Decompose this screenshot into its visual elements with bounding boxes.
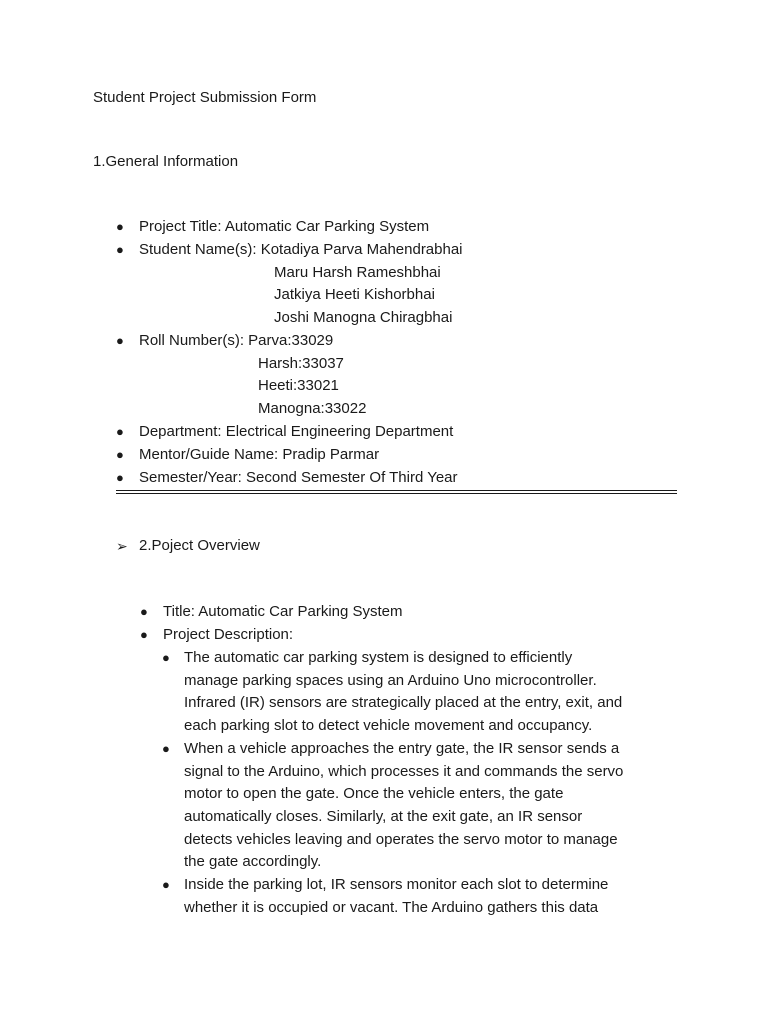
student-name: Jatkiya Heeti Kishorbhai [274, 286, 435, 303]
bullet-icon: ● [162, 650, 170, 665]
student-name: Joshi Manogna Chiragbhai [274, 309, 453, 326]
section-1-heading: 1.General Information [93, 153, 239, 170]
description-para-line: the gate accordingly. [184, 853, 322, 870]
description-para-line: detects vehicles leaving and operates the servo motor to manage [184, 831, 618, 848]
bullet-icon: ● [116, 470, 124, 485]
description-para-line: automatically closes. Similarly, at the exit gate, an IR sensor [184, 808, 583, 825]
semester-item: Semester/Year: Second Semester Of Third Year [139, 469, 458, 486]
description-para-line: motor to open the gate. Once the vehicle enters, the gate [184, 785, 564, 802]
roll-number: Heeti:33021 [258, 377, 339, 394]
description-para-line: whether it is occupied or vacant. The Arduino gathers this data [184, 899, 599, 916]
double-rule-top [116, 490, 677, 491]
bullet-icon: ● [116, 219, 124, 234]
mentor-item: Mentor/Guide Name: Pradip Parmar [139, 446, 380, 463]
description-para-line: each parking slot to detect vehicle movement and occupancy. [184, 717, 593, 734]
bullet-icon: ● [116, 447, 124, 462]
student-names-item: Student Name(s): Kotadiya Parva Mahendrabhai [139, 241, 463, 258]
bullet-icon: ● [116, 333, 124, 348]
description-para-line: manage parking spaces using an Arduino Uno microcontroller. [184, 672, 597, 689]
arrow-bullet-icon: ➢ [116, 538, 128, 554]
roll-number: Harsh:33037 [258, 355, 344, 372]
department-item: Department: Electrical Engineering Department [139, 423, 454, 440]
bullet-icon: ● [162, 741, 170, 756]
bullet-icon: ● [140, 604, 148, 619]
description-para-line: Infrared (IR) sensors are strategically placed at the entry, exit, and [184, 694, 623, 711]
description-para-line: When a vehicle approaches the entry gate, the IR sensor sends a [184, 740, 620, 757]
project-title-item: Project Title: Automatic Car Parking System [139, 218, 430, 235]
description-label-item: Project Description: [163, 626, 294, 643]
bullet-icon: ● [162, 877, 170, 892]
section-2-heading: 2.Poject Overview [139, 537, 260, 554]
bullet-icon: ● [116, 242, 124, 257]
overview-title-item: Title: Automatic Car Parking System [163, 603, 403, 620]
student-name: Maru Harsh Rameshbhai [274, 264, 441, 281]
bullet-icon: ● [116, 424, 124, 439]
roll-numbers-item: Roll Number(s): Parva:33029 [139, 332, 334, 349]
double-rule-bottom [116, 493, 677, 494]
description-para-line: signal to the Arduino, which processes it and commands the servo [184, 763, 624, 780]
form-title: Student Project Submission Form [93, 89, 317, 106]
description-para-line: Inside the parking lot, IR sensors monitor each slot to determine [184, 876, 609, 893]
roll-number: Manogna:33022 [258, 400, 367, 417]
description-para-line: The automatic car parking system is designed to efficiently [184, 649, 573, 666]
bullet-icon: ● [140, 627, 148, 642]
